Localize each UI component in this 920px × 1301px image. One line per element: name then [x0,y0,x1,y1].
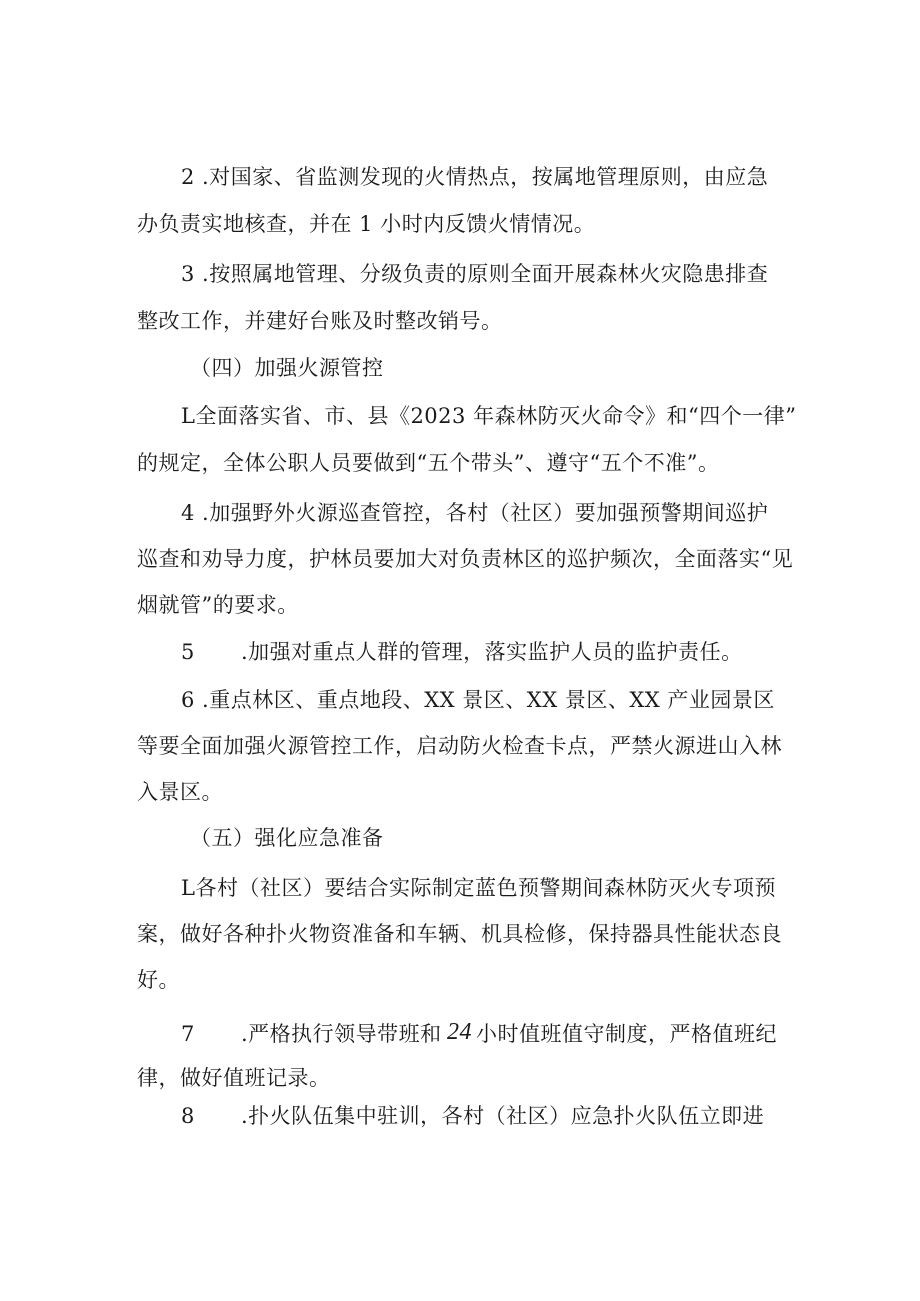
paragraph-4-4-line-2: 巡查和劝导力度，护林员要加大对负责林区的巡护频次，全面落实“见 [137,547,794,571]
paragraph-2-line-1: 2 .对国家、省监测发现的火情热点，按属地管理原则，由应急 [181,165,769,189]
paragraph-4L-line-2: 的规定，全体公职人员要做到“五个带头”、遵守“五个不准”。 [137,451,720,475]
paragraph-4-6-line-1: 6 .重点林区、重点地段、XX 景区、XX 景区、XX 产业园景区 [181,688,775,712]
paragraph-4-4-line-1: 4 .加强野外火源巡查管控，各村（社区）要加强预警期间巡护 [181,501,769,525]
section-heading-4: （四）加强火源管控 [190,356,384,380]
paragraph-4-4-line-3: 烟就管”的要求。 [137,593,299,617]
paragraph-5-7-text-b: 小时值班值守制度，严格值班纪 [476,1022,777,1046]
paragraph-5-7-text-a: .严格执行领导带班和 [241,1022,442,1046]
paragraph-5L-line-3: 好。 [137,968,180,992]
paragraph-5L-line-2: 案，做好各种扑火物资准备和车辆、机具检修，保持器具性能状态良 [137,922,782,946]
paragraph-4-5-number: 5 [181,640,195,664]
section-heading-5: （五）强化应急准备 [190,826,384,850]
paragraph-2-line-2: 办负责实地核查，并在 1 小时内反馈火情情况。 [137,212,596,236]
paragraph-4-6-line-2: 等要全面加强火源管控工作，启动防火检查卡点，严禁火源进山入林 [137,734,782,758]
paragraph-4L-line-1: L全面落实省、市、县《2023 年森林防灭火命令》和“四个一律” [181,404,797,428]
paragraph-5-7-number: 7 [181,1022,195,1046]
paragraph-4-5-text: .加强对重点人群的管理，落实监护人员的监护责任。 [241,640,743,664]
paragraph-5-8-number: 8 [181,1104,195,1128]
paragraph-5-8-text: .扑火队伍集中驻训，各村（社区）应急扑火队伍立即进 [241,1104,765,1128]
paragraph-5L-line-1: L各村（社区）要结合实际制定蓝色预警期间森林防灭火专项预 [181,876,776,900]
paragraph-3-line-1: 3 .按照属地管理、分级负责的原则全面开展森林火灾隐患排查 [181,262,769,286]
paragraph-5-7-hours: 24 [447,1019,472,1045]
paragraph-4-6-line-3: 入景区。 [137,780,223,804]
paragraph-5-7-line-2: 律，做好值班记录。 [137,1066,331,1090]
paragraph-3-line-2: 整改工作，并建好台账及时整改销号。 [137,309,503,333]
